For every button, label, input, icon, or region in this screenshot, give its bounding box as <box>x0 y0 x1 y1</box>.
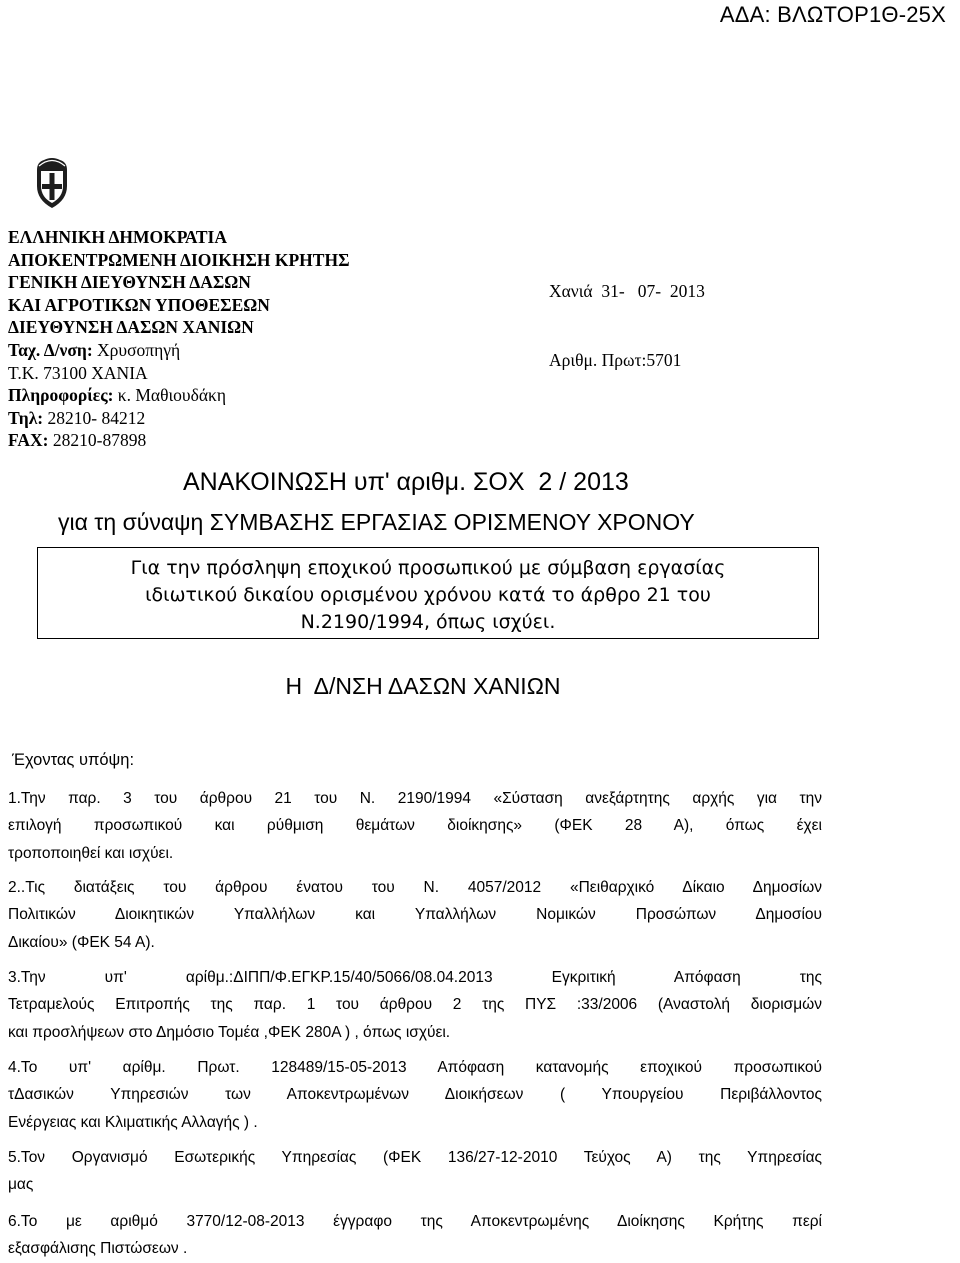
protocol-number: Αριθμ. Πρωτ:5701 <box>549 350 682 370</box>
item-line: εξασφάλισης Πιστώσεων . <box>8 1240 188 1258</box>
item-line: Τετραμελούς Επιτροπής της παρ. 1 του άρθρου 2 της ΠΥΣ :33/2006 (Αναστολή διορισμών <box>8 996 822 1014</box>
sender-line: ΓΕΝΙΚΗ ΔΙΕΥΘΥΝΣΗ ΔΑΣΩΝ <box>8 272 251 293</box>
address-value: Χρυσοπηγή <box>92 339 181 360</box>
place-date: Χανιά 31- 07- 2013 <box>549 281 705 301</box>
info-label: Πληροφορίες: <box>8 385 114 406</box>
address-label: Ταχ. Δ/νση: <box>8 339 93 360</box>
tel-line <box>8 407 350 430</box>
item-line: 6.Το με αριθμό 3770/12-08-2013 έγγραφο της Αποκεντρωμένης Διοίκησης Κρήτης περί <box>8 1213 822 1230</box>
announcement-title: ΑΝΑΚΟΙΝΩΣΗ υπ' αριθμ. ΣΟΧ 2 / 2013 <box>183 468 629 496</box>
subject-line: ιδιωτικού δικαίου ορισμένου χρόνου κατά το άρθρο 21 του <box>145 584 711 606</box>
list-item <box>8 964 822 1046</box>
item-line: 1.Την παρ. 3 του άρθρου 21 του Ν. 2190/1994 «Σύσταση ανεξάρτητης αρχής για την <box>8 790 822 807</box>
announcement-subtitle: για τη σύναψη ΣΥΜΒΑΣΗΣ ΕΡΓΑΣΙΑΣ ΟΡΙΣΜΕΝΟΥ ΧΡΟΝΟΥ <box>58 509 695 535</box>
ada-code: ΑΔΑ: ΒΛΩΤΟΡ1Θ-25Χ <box>719 2 946 27</box>
sender-line: ΔΙΕΥΘΥΝΣΗ ΔΑΣΩΝ ΧΑΝΙΩΝ <box>8 317 254 338</box>
postal-line: Τ.Κ. 73100 ΧΑΝΙΑ <box>8 362 148 383</box>
item-line: 3.Την υπ' αρίθμ.:ΔΙΠΠ/Φ.ΕΓΚΡ.15/40/5066/08.04.2013 Εγκριτική Απόφαση της <box>8 969 822 986</box>
item-line: 5.Τον Οργανισμό Εσωτερικής Υπηρεσίας (ΦΕΚ 136/27-12-2010 Τεύχος Α) της Υπηρεσίας <box>8 1149 822 1166</box>
sender-line: ΑΠΟΚΕΝΤΡΩΜΕΝΗ ΔΙΟΙΚΗΣΗ ΚΡΗΤΗΣ <box>8 249 350 270</box>
list-item <box>8 874 822 956</box>
list-item <box>8 785 822 867</box>
issuing-authority: Η Δ/ΝΣΗ ΔΑΣΩΝ ΧΑΝΙΩΝ <box>285 673 561 699</box>
tel-value: 28210- 84212 <box>43 407 146 428</box>
info-value: κ. Μαθιουδάκη <box>113 385 226 406</box>
list-item <box>8 1208 822 1263</box>
item-line: και προσλήψεων στο Δημόσιο Τομέα ,ΦΕΚ 280Α ) , όπως ισχύει. <box>8 1023 451 1041</box>
subject-box <box>37 547 819 639</box>
item-line: τΔασικών Υπηρεσιών των Αποκεντρωμένων Διοικήσεων ( Υπουργείου Περιβάλλοντος <box>8 1086 822 1104</box>
greek-coat-of-arms-icon <box>34 156 70 210</box>
sender-block <box>8 226 350 452</box>
address-line <box>8 339 350 362</box>
subject-line: Ν.2190/1994, όπως ισχύει. <box>300 611 556 633</box>
item-line: Δικαίου» (ΦΕΚ 54 Α). <box>8 933 155 951</box>
info-line <box>8 384 350 407</box>
item-line: Ενέργειας και Κλιματικής Αλλαγής ) . <box>8 1113 258 1131</box>
subject-line: Για την πρόσληψη εποχικού προσωπικού με σύμβαση εργασίας <box>130 557 726 579</box>
item-line: 2..Τις διατάξεις του άρθρου ένατου του Ν. 4057/2012 «Πειθαρχικό Δίκαιο Δημοσίων <box>8 879 822 896</box>
item-line: μας <box>8 1176 34 1194</box>
item-line: 4.Το υπ' αρίθμ. Πρωτ. 128489/15-05-2013 Απόφαση κατανομής εποχικού προσωπικού <box>8 1059 822 1076</box>
fax-value: 28210-87898 <box>48 430 147 451</box>
item-line: Πολιτικών Διοικητικών Υπαλλήλων και Υπαλλήλων Νομικών Προσώπων Δημοσίου <box>8 906 822 924</box>
place-date-block <box>549 234 705 395</box>
tel-label: Τηλ: <box>8 407 44 428</box>
fax-line <box>8 429 350 452</box>
item-line: τροποποιηθεί και ισχύει. <box>8 844 174 862</box>
list-item <box>8 1054 822 1136</box>
sender-line: ΕΛΛΗΝΙΚΗ ΔΗΜΟΚΡΑΤΙΑ <box>8 227 227 247</box>
fax-label: FAX: <box>8 430 49 451</box>
list-item <box>8 1144 822 1199</box>
having-regard-heading: Έχοντας υπόψη: <box>12 751 135 769</box>
item-line: επιλογή προσωπικού και ρύθμιση θεμάτων διοίκησης» (ΦΕΚ 28 Α), όπως έχει <box>8 817 822 835</box>
sender-line: ΚΑΙ ΑΓΡΟΤΙΚΩΝ ΥΠΟΘΕΣΕΩΝ <box>8 294 270 315</box>
